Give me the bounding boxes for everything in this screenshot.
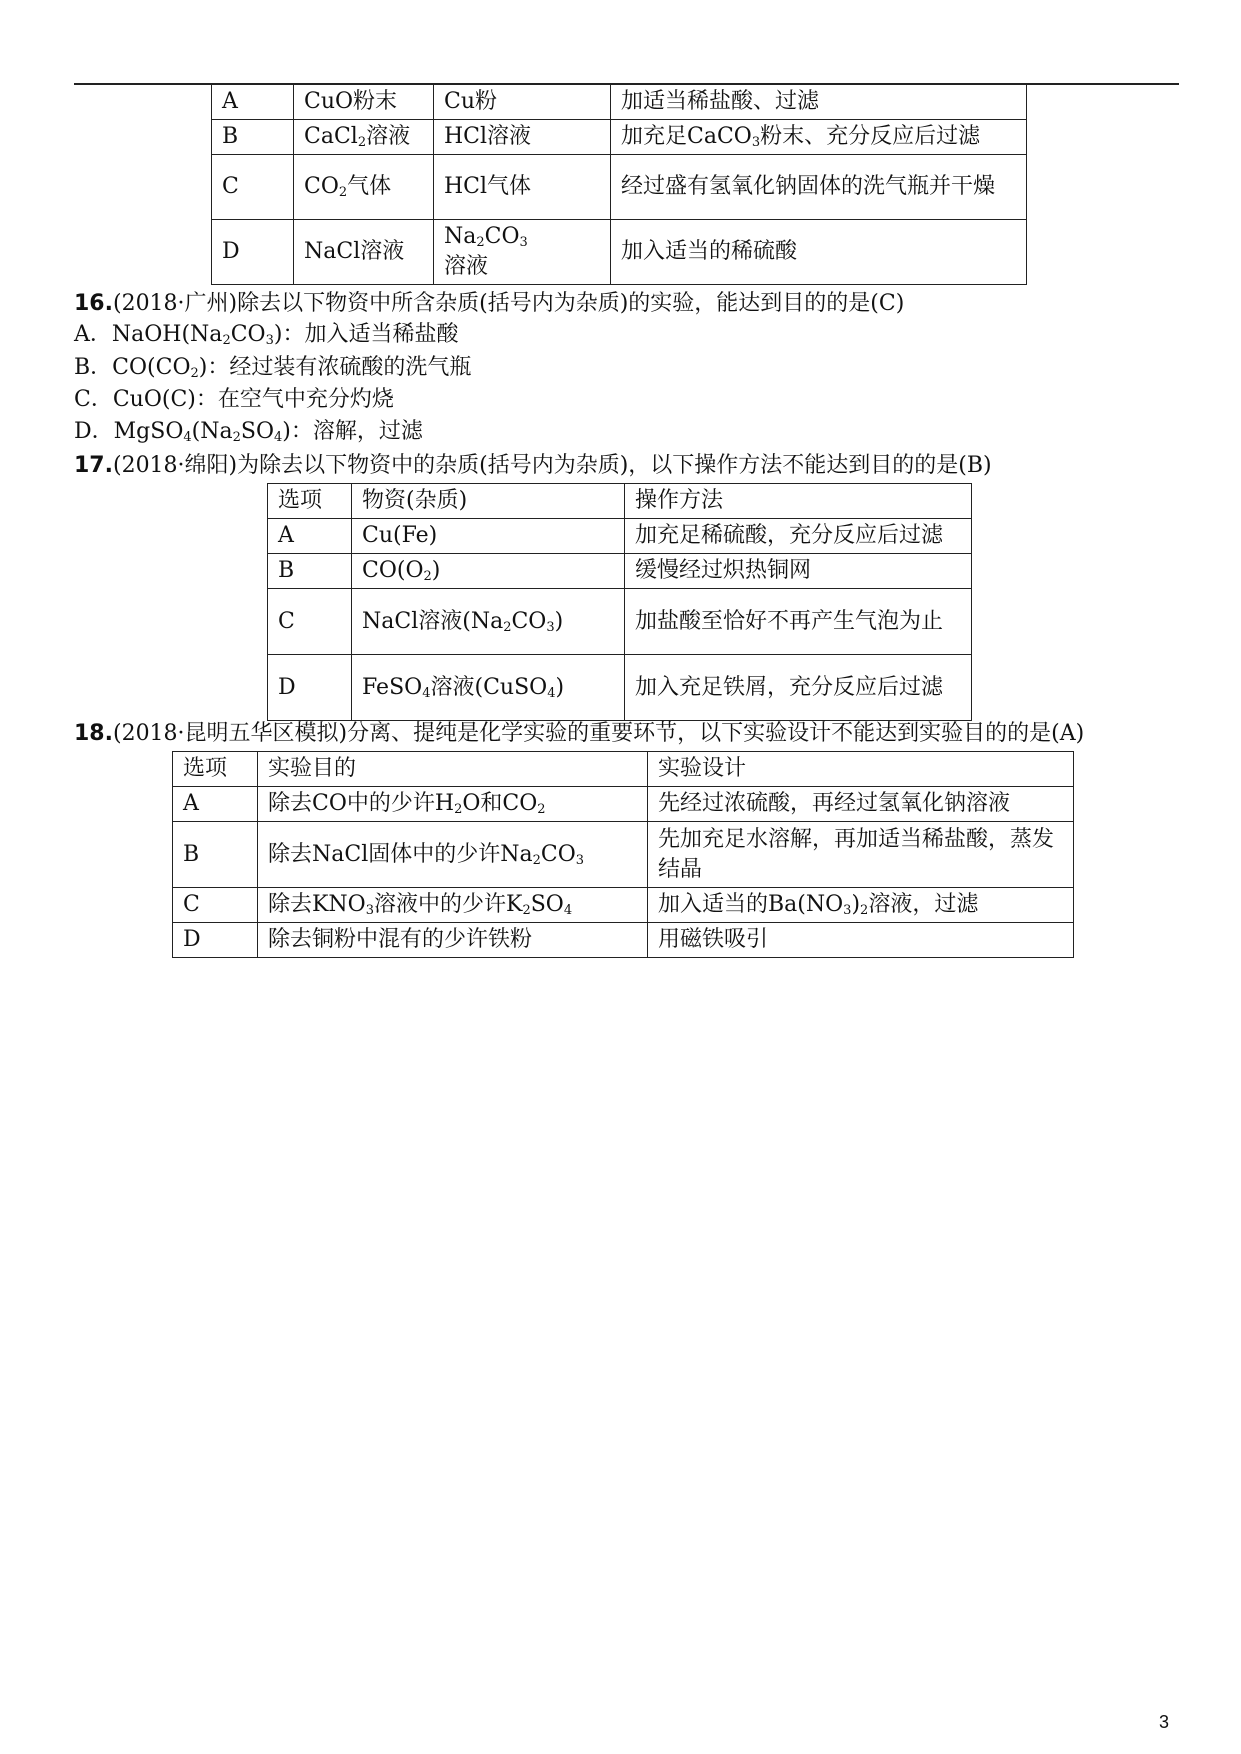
design-cell: 先经过浓硫酸，再经过氢氧化钠溶液 [648,787,1074,822]
q16-option-c: C．CuO(C)：在空气中充分灼烧 [74,387,394,412]
option-cell: D [173,923,258,958]
impurity-cell: HCl气体 [434,155,611,220]
option-cell: D [268,655,352,721]
option-cell: C [173,888,258,923]
purpose-cell: 除去铜粉中混有的少许铁粉 [258,923,648,958]
substance-cell: CuO粉末 [294,85,434,120]
substance-cell: FeSO$_4$溶液(CuSO$_4$) [352,655,625,721]
purpose-cell: 除去$KNO_3$溶液中的少许$K_2SO_4$ [258,888,648,923]
q17-stem: 17.(2018·绵阳)为除去以下物资中的杂质(括号内为杂质)，以下操作方法不能达到目的的是(B) [74,453,992,478]
option-cell: B [268,554,352,589]
method-cell: 加适当稀盐酸、过滤 [611,85,1027,120]
page-number: 3 [1159,1712,1170,1732]
table-row [212,220,1027,285]
method-cell: 加充足稀硫酸，充分反应后过滤 [625,519,972,554]
table-row [212,120,1027,155]
substance-cell: $CO_2$气体 [294,155,434,220]
column-header: 选项 [173,752,258,787]
option-cell: B [212,120,294,155]
option-cell: B [173,822,258,888]
table-row [173,923,1074,958]
option-cell: D [212,220,294,285]
purpose-cell: 除去CO中的少许$H_2O$和$CO_2$ [258,787,648,822]
q17-table [267,483,972,721]
table-row [268,554,972,589]
method-cell: 加入适当的稀硫酸 [611,220,1027,285]
q16-option-d: D．$MgSO_4(Na_2SO_4)$：溶解，过滤 [74,419,423,445]
column-header: 实验目的 [258,752,648,787]
impurity-cell: Cu粉 [434,85,611,120]
option-cell: A [173,787,258,822]
table-row [173,787,1074,822]
q15-table [211,84,1027,285]
purpose-cell: 除去NaCl固体中的少许$Na_2CO_3$ [258,822,648,888]
design-cell: 加入适当的$Ba(NO_3)_2$溶液，过滤 [648,888,1074,923]
table-row [268,519,972,554]
method-cell: 加盐酸至恰好不再产生气泡为止 [625,589,972,655]
substance-cell: $CO(O_2)$ [352,554,625,589]
column-header: 操作方法 [625,484,972,519]
column-header: 实验设计 [648,752,1074,787]
option-cell: C [212,155,294,220]
method-cell: 加入充足铁屑，充分反应后过滤 [625,655,972,721]
column-header: 选项 [268,484,352,519]
method-cell: 经过盛有氢氧化钠固体的洗气瓶并干燥 [611,155,1027,220]
q18-table [172,751,1074,958]
design-cell: 用磁铁吸引 [648,923,1074,958]
option-cell: C [268,589,352,655]
table-row [173,888,1074,923]
table-row [173,822,1074,888]
table-row [212,155,1027,220]
substance-cell: NaCl溶液$(Na_2CO_3)$ [352,589,625,655]
substance-cell: CaCl$_2$溶液 [294,120,434,155]
table-header-row [173,752,1074,787]
table-row [268,655,972,721]
table-header-row [268,484,972,519]
option-cell: A [212,85,294,120]
impurity-cell: $Na_2CO_3$ 溶液 [434,220,611,285]
column-header: 物资(杂质) [352,484,625,519]
impurity-cell: HCl溶液 [434,120,611,155]
table-row [268,589,972,655]
method-cell: 加充足CaCO$_3$粉末、充分反应后过滤 [611,120,1027,155]
q16-option-a: A．$NaOH(Na_2CO_3)$：加入适当稀盐酸 [74,322,459,348]
q16-option-b: B．$CO(CO_2)$：经过装有浓硫酸的洗气瓶 [74,355,472,381]
substance-cell: Cu(Fe) [352,519,625,554]
option-cell: A [268,519,352,554]
q16-stem: 16.(2018·广州)除去以下物资中所含杂质(括号内为杂质)的实验，能达到目的的是(C) [74,291,905,316]
table-row [212,85,1027,120]
q18-stem: 18.(2018·昆明五华区模拟)分离、提纯是化学实验的重要环节，以下实验设计不能达到实验目的的是(A) [74,721,1085,746]
method-cell: 缓慢经过炽热铜网 [625,554,972,589]
substance-cell: NaCl溶液 [294,220,434,285]
design-cell: 先加充足水溶解，再加适当稀盐酸，蒸发结晶 [648,822,1074,888]
